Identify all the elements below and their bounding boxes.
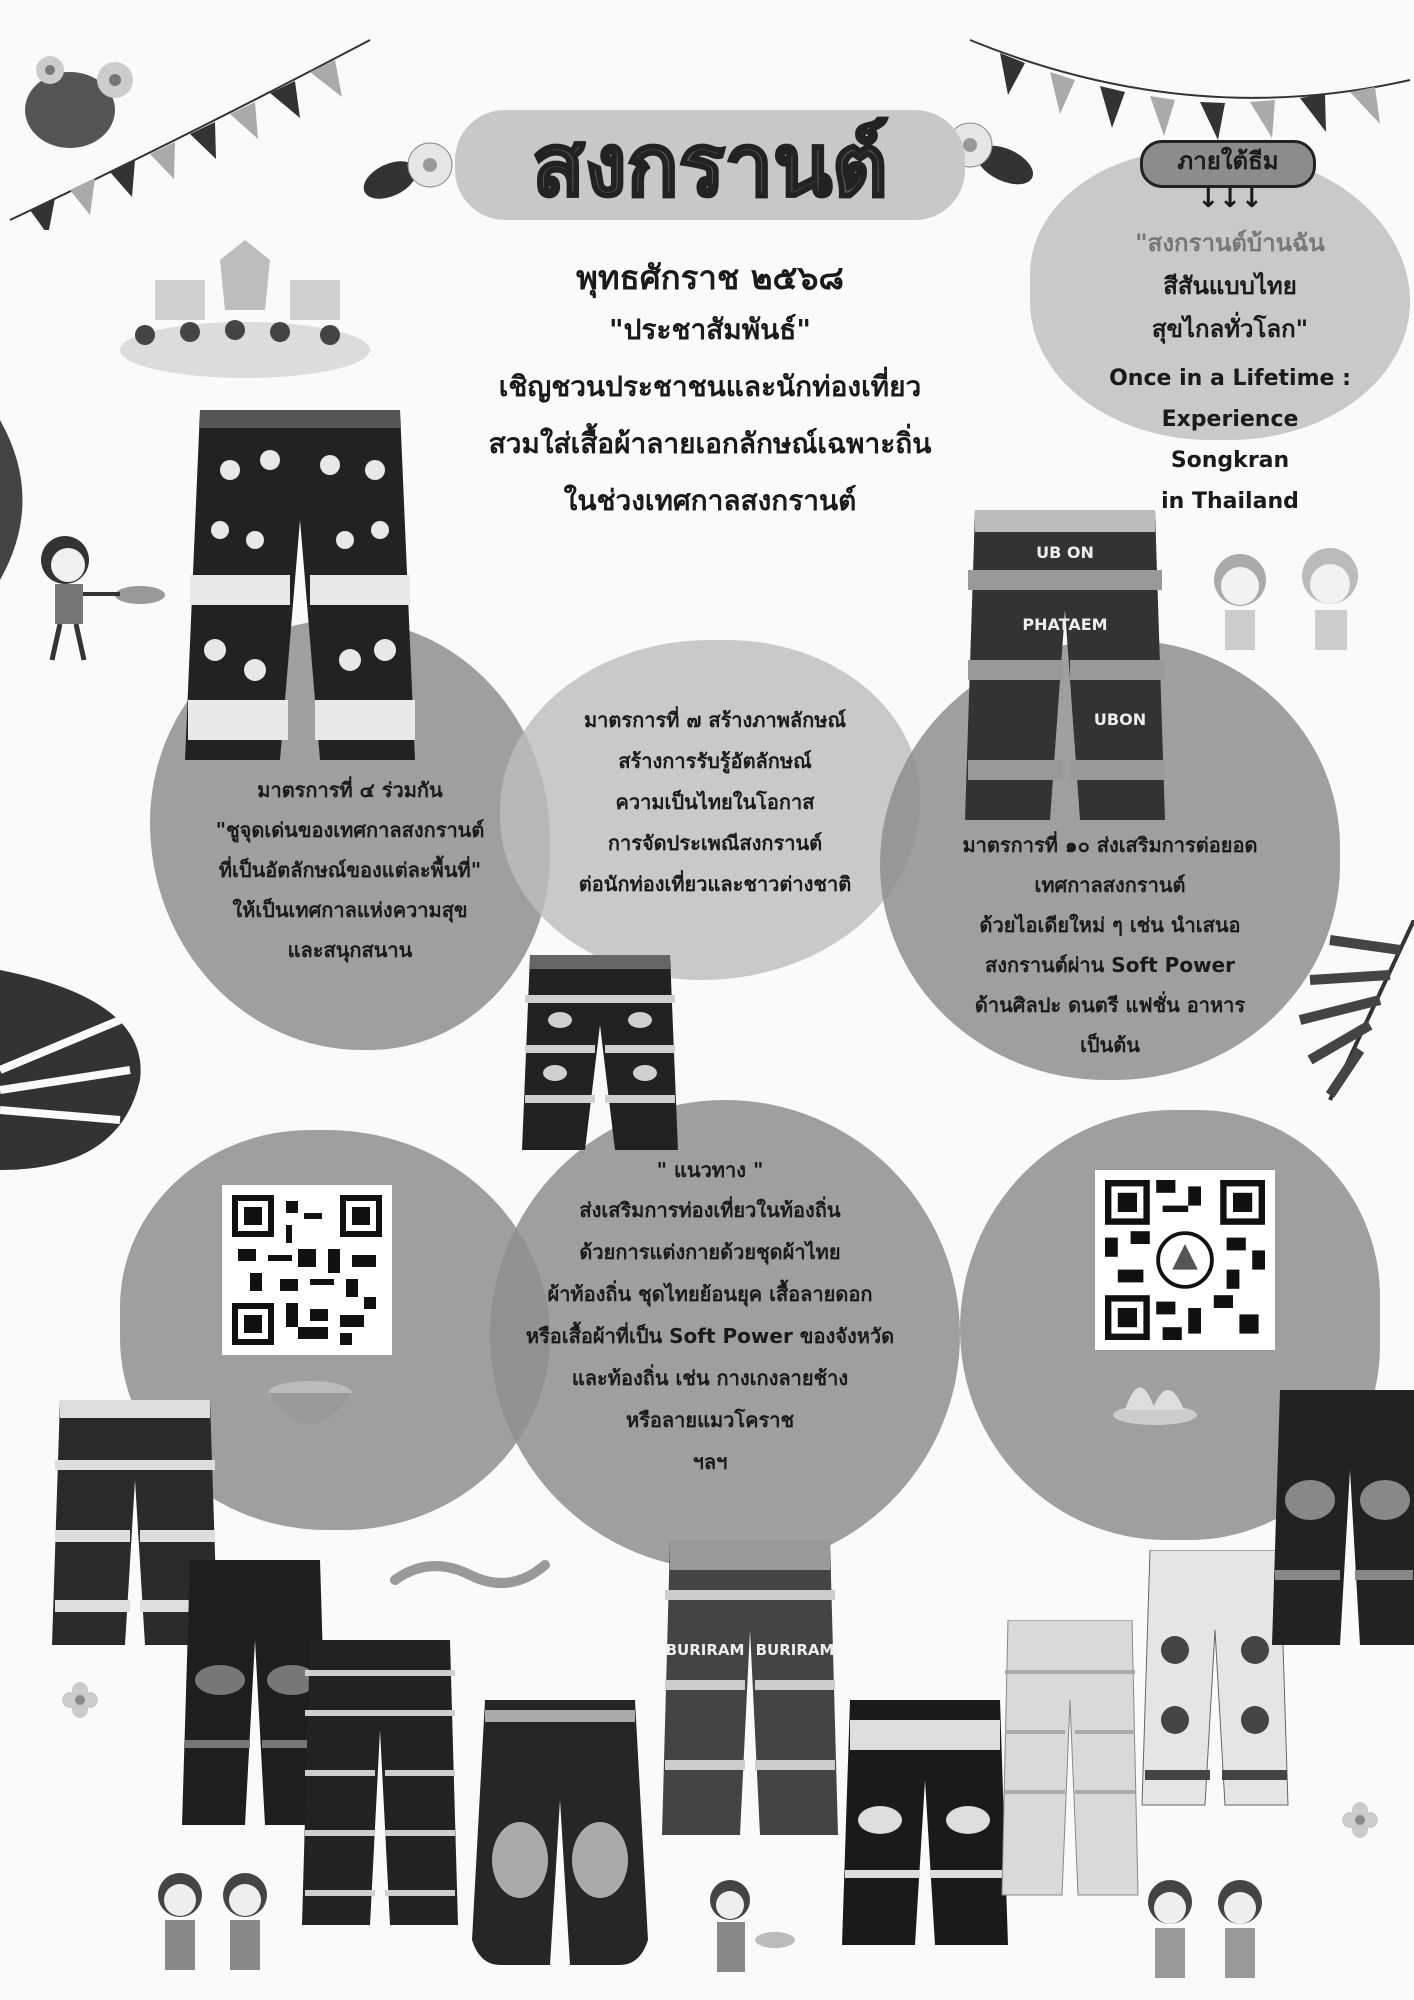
temple-scene-illustration [115,240,375,380]
flower-small-bottom-right-icon [1340,1800,1380,1840]
measure-7-line-4: การจัดประเพณีสงกรานต์ [607,831,823,855]
pants-bottom-buriram [660,1540,840,1840]
announcement-label: "ประชาสัมพันธ์" [609,313,811,346]
svg-text:UBON: UBON [1093,710,1147,729]
theme-english-line-1: Once in a Lifetime : [1109,366,1351,391]
pants-bottom-right-wide [1270,1390,1414,1650]
intro-line-2: สวมใส่เสื้อผ้าลายเอกลักษณ์เฉพาะถิ่น [488,427,932,460]
qr-code-right[interactable] [1095,1170,1275,1350]
guideline-line-5: และท้องถิ่น เช่น กางเกงลายช้าง [571,1366,849,1390]
pants-bottom-light-pattern [1000,1620,1140,1900]
svg-text:BURIRAM: BURIRAM [755,1641,835,1659]
kids-top-right-illustration [1200,540,1380,660]
pants-bottom-monkey [1140,1550,1290,1810]
pants-bottom-geometric [300,1640,460,1930]
guideline-line-1: ส่งเสริมการท่องเที่ยวในท้องถิ่น [579,1198,841,1222]
measure-7-line-3: ความเป็นไทยในโอกาส [615,790,815,814]
water-bowl-icon [265,1375,355,1435]
kid-bottom-center-illustration [690,1870,800,1990]
monstera-leaf-left-icon [0,960,150,1180]
measure-10-line-4: สงกรานต์ผ่าน Soft Power [985,953,1235,977]
theme-thai-line-1: "สงกรานต์บ้านฉัน [1135,229,1325,257]
pants-elephant-center [520,955,680,1155]
kids-bottom-right-illustration [1130,1870,1280,1990]
intro-line-1: เชิญชวนประชาชนและนักท่องเที่ยว [498,370,922,403]
guideline-heading: " แนวทาง " [656,1158,764,1182]
intro-line-3: ในช่วงเทศกาลสงกรานต์ [563,484,857,517]
theme-english-line-4: in Thailand [1161,489,1299,514]
kids-bottom-left-illustration [140,1860,290,1990]
measure-7-line-1: มาตรการที่ ๗ สร้างภาพลักษณ์ [583,708,847,732]
theme-english-line-2: Experience [1161,407,1299,432]
pants-bottom-elephant-wide [840,1700,1010,1950]
guideline-line-6: หรือลายแมวโคราช [625,1408,795,1432]
theme-english-line-3: Songkran [1170,448,1290,473]
measure-4-line-5: และสนุกสนาน [287,938,413,962]
qr-code-left-graphic [232,1195,382,1345]
pants-bottom-harem [470,1700,650,1970]
title-art [450,100,970,230]
guideline-line-7: ฯลฯ [692,1450,728,1474]
girl-with-bowl-illustration [30,520,170,670]
svg-text:BURIRAM: BURIRAM [665,1641,745,1659]
measure-10-line-1: มาตรการที่ ๑๐ ส่งเสริมการต่อยอด [962,833,1258,857]
qr-code-left[interactable] [222,1185,392,1355]
guideline-line-2: ด้วยการแต่งกายด้วยชุดผ้าไทย [579,1240,841,1264]
pants-ubon-print [960,510,1170,830]
svg-text:PHATAEM: PHATAEM [1022,615,1108,634]
buddhist-era-year: พุทธศักราช ๒๕๖๘ [576,258,844,297]
guideline-line-4: หรือเสื้อผ้าที่เป็น Soft Power ของจังหวัด [525,1324,895,1348]
svg-text:สงกรานต์: สงกรานต์ [532,116,888,216]
water-splash-icon [390,1550,550,1600]
measure-4-line-1: มาตรการที่ ๔ ร่วมกัน [257,778,443,802]
guideline-line-3: ผ้าท้องถิ่น ชุดไทยย้อนยุค เสื้อลายดอก [547,1282,873,1306]
theme-arrows: ↓↓↓ [1197,184,1263,214]
theme-thai-line-3: สุขไกลทั่วโลก" [1151,315,1309,343]
measure-7-line-5: ต่อนักท่องเที่ยวและชาวต่างชาติ [578,872,852,896]
svg-text:UB ON: UB ON [1036,543,1094,562]
palm-leaf-right-icon [1290,920,1414,1110]
pants-floral-black-white [180,410,420,770]
measure-4-line-4: ให้เป็นเทศกาลแห่งความสุข [232,898,468,922]
measure-4-line-2: "ชูจุดเด่นของเทศกาลสงกรานต์ [215,818,485,842]
measure-10-line-5: ด้านศิลปะ ดนตรี แฟชั่น อาหาร [974,993,1246,1017]
qr-code-right-graphic [1105,1180,1265,1340]
flower-cluster-top-left-icon [20,40,150,160]
measure-4-line-3: ที่เป็นอัตลักษณ์ของแต่ละพื้นที่" [218,858,482,882]
theme-badge-label: ภายใต้ธีม [1177,147,1279,175]
flower-small-bottom-left-icon [60,1680,100,1720]
dessert-plate-icon [1110,1360,1200,1430]
measure-10-line-6: เป็นต้น [1080,1033,1140,1057]
theme-thai-line-2: สีสันแบบไทย [1163,272,1297,300]
measure-7-line-2: สร้างการรับรู้อัตลักษณ์ [618,749,812,773]
measure-10-line-2: เทศกาลสงกรานต์ [1034,873,1186,897]
measure-10-line-3: ด้วยไอเดียใหม่ ๆ เช่น นำเสนอ [979,913,1241,937]
